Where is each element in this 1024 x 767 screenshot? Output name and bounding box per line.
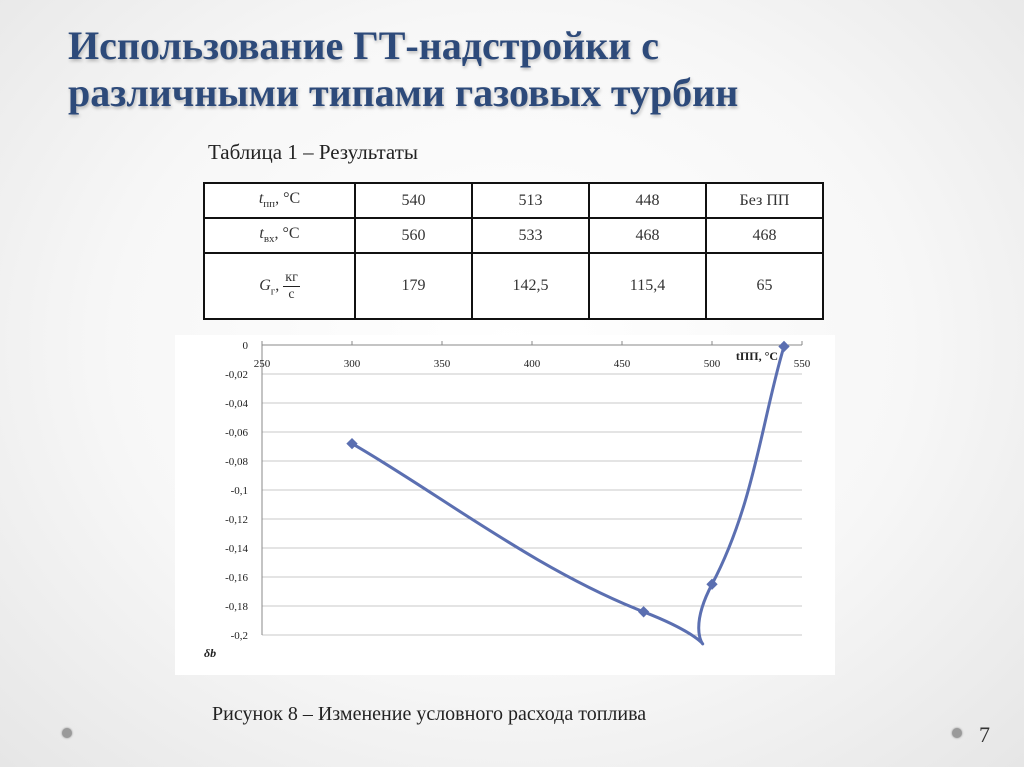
- fuel-consumption-chart: [175, 335, 835, 675]
- page-number: 7: [979, 722, 990, 747]
- x-tick-label: 400: [523, 358, 541, 370]
- chart-background: [175, 335, 835, 675]
- unit-fraction: $\frac{кг}{с}$: [285, 269, 298, 302]
- x-tick-label: 550: [793, 358, 811, 370]
- table-row: [204, 253, 823, 319]
- y-tick-label: -0,04: [225, 398, 248, 410]
- table-cell: 560: [355, 218, 472, 253]
- x-tick-label: 450: [613, 358, 631, 370]
- title-line-1: Использование ГТ-надстройки с: [68, 23, 660, 68]
- x-tick-label: 250: [253, 358, 271, 370]
- table-cell: 468: [706, 218, 823, 253]
- row-header: $G_г$, $\frac{кг}{с}$: [204, 253, 355, 319]
- table-cell: 513: [472, 183, 589, 218]
- x-axis-title: tПП, °C: [735, 349, 779, 363]
- table-row: [204, 183, 823, 218]
- table-cell: 540: [355, 183, 472, 218]
- results-table: [203, 182, 824, 320]
- y-tick-label: -0,02: [225, 369, 248, 381]
- table-cell: 65: [706, 253, 823, 319]
- slide-title: [68, 22, 968, 116]
- x-tick-label: 350: [433, 358, 451, 370]
- y-tick-label: -0,08: [225, 456, 248, 468]
- table-caption: Таблица 1 – Результаты: [208, 140, 418, 164]
- y-tick-label: -0,1: [230, 485, 248, 497]
- y-axis-title: δb: [204, 646, 217, 660]
- y-tick-label: 0: [242, 340, 248, 352]
- figure-caption: Рисунок 8 – Изменение условного расхода топлива: [212, 703, 647, 725]
- y-tick-label: -0,06: [225, 427, 248, 439]
- table-cell: 115,4: [589, 253, 706, 319]
- table-cell: 448: [589, 183, 706, 218]
- x-tick-label: 500: [703, 358, 721, 370]
- y-tick-label: -0,18: [225, 601, 248, 613]
- nav-dot-icon: [952, 728, 962, 738]
- table-cell: Без ПП: [706, 183, 823, 218]
- y-tick-label: -0,16: [225, 572, 248, 584]
- y-tick-label: -0,12: [225, 514, 248, 526]
- row-header: $t_{вх}$, °C: [204, 218, 355, 253]
- y-tick-label: -0,14: [225, 543, 248, 555]
- nav-dot-icon: [62, 728, 72, 738]
- table-cell: 142,5: [472, 253, 589, 319]
- table-cell: 468: [589, 218, 706, 253]
- table-cell: 533: [472, 218, 589, 253]
- title-line-2: различными типами газовых турбин: [68, 70, 739, 115]
- y-tick-label: -0,2: [230, 630, 248, 642]
- table-row: [204, 218, 823, 253]
- row-header: $t_{пп}$, °C: [204, 183, 355, 218]
- table-cell: 179: [355, 253, 472, 319]
- x-tick-label: 300: [343, 358, 361, 370]
